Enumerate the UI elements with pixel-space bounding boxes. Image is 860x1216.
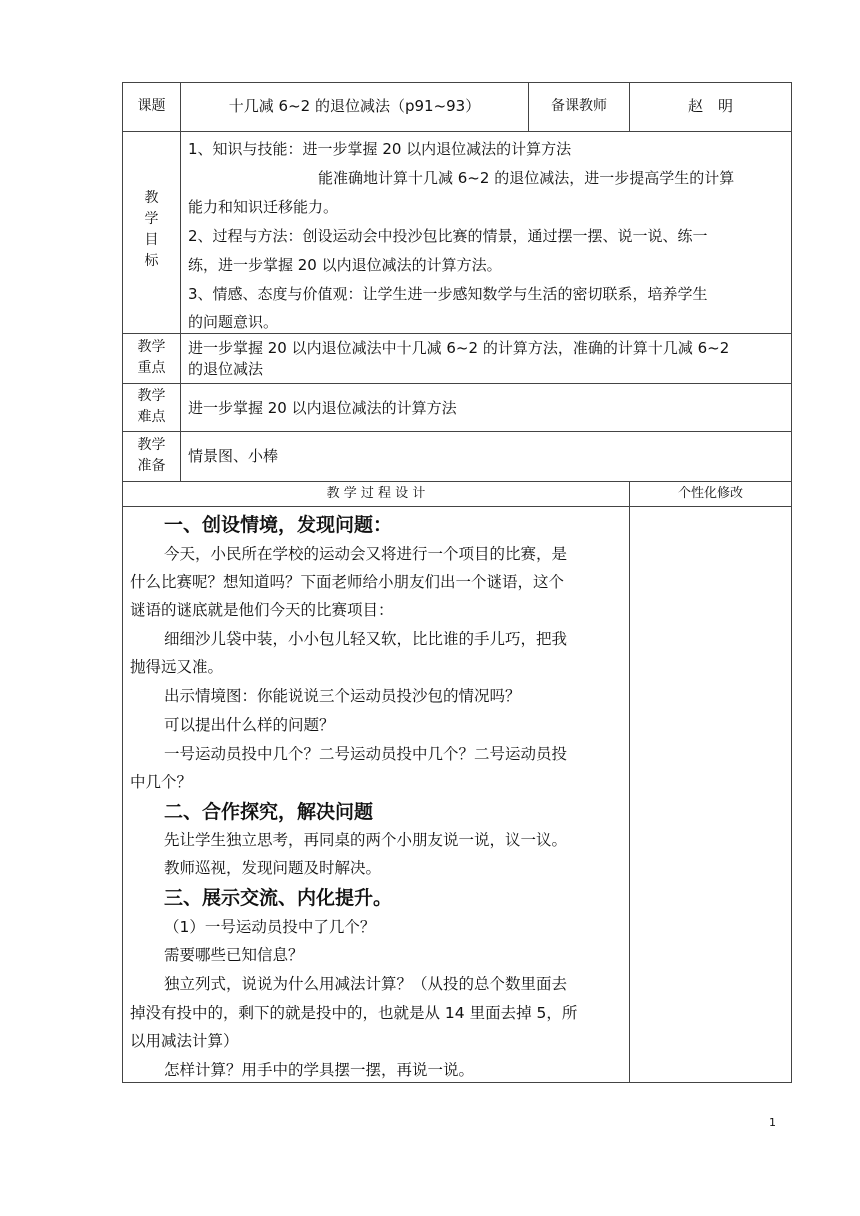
difficulties-text: 进一步掌握 20 以内退位减法的计算方法 xyxy=(188,399,457,417)
label-line: 难点 xyxy=(137,409,166,425)
objectives-label xyxy=(123,188,180,272)
table-line xyxy=(122,506,792,507)
label-line: 重点 xyxy=(137,360,166,376)
objective-line: 的问题意识。 xyxy=(188,313,279,331)
section-heading-3: 三、展示交流、内化提升。 xyxy=(164,887,393,909)
personal-revision-header: 个性化修改 xyxy=(677,486,743,501)
topic-value: 十几减 6~2 的退位减法（p91~93） xyxy=(228,97,481,115)
body-line: 今天，小民所在学校的运动会又将进行一个项目的比赛，是 xyxy=(164,545,568,563)
key-points-label xyxy=(123,337,180,379)
topic-label: 课题 xyxy=(137,98,166,114)
objective-line: 2、过程与方法：创设运动会中投沙包比赛的情景，通过摆一摆、说一说、练一 xyxy=(188,227,708,245)
objective-line: 3、情感、态度与价值观：让学生进一步感知数学与生活的密切联系，培养学生 xyxy=(188,285,708,303)
table-line xyxy=(122,431,792,432)
body-line: 什么比赛呢？想知道吗？下面老师给小朋友们出一个谜语，这个 xyxy=(130,573,565,591)
difficulties-label xyxy=(123,386,180,428)
objective-line: 能准确地计算十几减 6~2 的退位减法，进一步提高学生的计算 xyxy=(318,169,735,187)
teacher-label: 备课教师 xyxy=(551,98,607,114)
section-heading-1: 一、创设情境，发现问题： xyxy=(164,514,393,536)
teacher-value: 赵 明 xyxy=(687,97,733,115)
label-char: 目 xyxy=(144,232,159,248)
body-line: （1）一号运动员投中了几个？ xyxy=(164,918,376,936)
body-line: 细细沙儿袋中装，小小包儿轻又软，比比谁的手儿巧，把我 xyxy=(164,630,568,648)
preparation-label xyxy=(123,435,180,477)
key-point-line: 进一步掌握 20 以内退位减法中十几减 6~2 的计算方法，准确的计算十几减 6~2 xyxy=(188,339,730,357)
body-line: 中几个？ xyxy=(130,773,193,791)
body-line: 谜语的谜底就是他们今天的比赛项目： xyxy=(130,601,394,619)
body-line: 一号运动员投中几个？二号运动员投中几个？二号运动员投 xyxy=(164,745,568,763)
table-line xyxy=(122,82,792,83)
section-heading-2: 二、合作探究，解决问题 xyxy=(164,801,374,823)
body-line: 可以提出什么样的问题？ xyxy=(164,716,335,734)
body-line: 怎样计算？用手中的学具摆一摆，再说一说。 xyxy=(164,1061,475,1079)
objective-line: 能力和知识迁移能力。 xyxy=(188,198,339,216)
body-line: 独立列式，说说为什么用减法计算？（从投的总个数里面去 xyxy=(164,975,568,993)
body-line: 教师巡视，发现问题及时解决。 xyxy=(164,859,382,877)
body-line: 出示情境图：你能说说三个运动员投沙包的情况吗？ xyxy=(164,687,521,705)
preparation-text: 情景图、小棒 xyxy=(188,447,279,465)
process-header: 教 学 过 程 设 计 xyxy=(326,486,426,501)
label-line: 教学 xyxy=(137,339,166,355)
key-point-line: 的退位减法 xyxy=(188,360,264,378)
table-line xyxy=(122,1082,792,1083)
label-line: 准备 xyxy=(137,458,166,474)
table-line xyxy=(122,383,792,384)
body-line: 需要哪些已知信息？ xyxy=(164,946,304,964)
label-line: 教学 xyxy=(137,437,166,453)
body-line: 先让学生独立思考，再同桌的两个小朋友说一说，议一议。 xyxy=(164,831,568,849)
label-line: 教学 xyxy=(137,388,166,404)
label-char: 学 xyxy=(144,211,159,227)
objective-line: 练，进一步掌握 20 以内退位减法的计算方法。 xyxy=(188,256,502,274)
table-line xyxy=(122,333,792,334)
page-number: 1 xyxy=(769,1116,776,1129)
table-line xyxy=(791,82,792,1083)
label-char: 教 xyxy=(144,190,159,206)
body-line: 以用减法计算） xyxy=(130,1032,239,1050)
table-line xyxy=(122,481,792,482)
objective-line: 1、知识与技能：进一步掌握 20 以内退位减法的计算方法 xyxy=(188,140,572,158)
body-line: 抛得远又准。 xyxy=(130,658,224,676)
body-line: 掉没有投中的，剩下的就是投中的，也就是从 14 里面去掉 5，所 xyxy=(130,1004,578,1022)
label-char: 标 xyxy=(144,253,159,269)
table-line xyxy=(180,82,181,482)
table-line xyxy=(122,131,792,132)
